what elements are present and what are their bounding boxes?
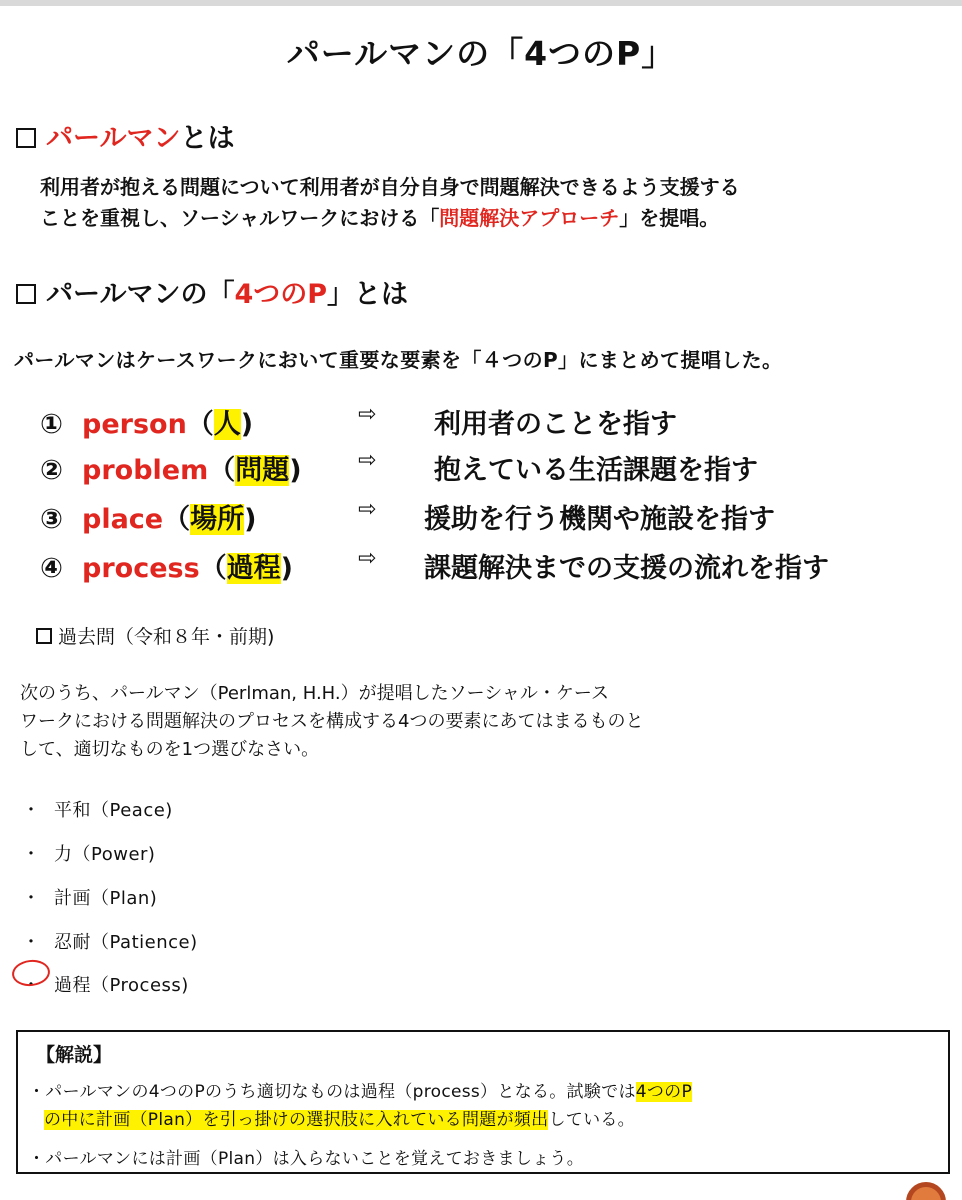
heading-red-text: パールマン: [46, 123, 181, 154]
item-paren-close: ): [240, 409, 254, 440]
four-p-row: [40, 546, 829, 586]
item-number: ②: [40, 455, 63, 486]
explanation-title: 【解説】: [36, 1044, 113, 1066]
right-arrow-icon: ⇨: [358, 497, 377, 522]
item-description: 援助を行う機関や施設を指す: [424, 504, 775, 535]
question-text: [20, 680, 643, 764]
answer-option: [22, 840, 155, 866]
item-english: person: [82, 409, 187, 440]
checkbox-icon: [16, 284, 36, 304]
description-text-end: 」を提唱。: [619, 206, 720, 230]
item-japanese: 人: [213, 409, 241, 440]
heading-red-text: 4つのP: [234, 279, 328, 310]
item-japanese: 過程: [226, 553, 281, 584]
explanation-text: している。: [548, 1110, 635, 1130]
heading-text: パールマンの「: [46, 279, 235, 310]
item-paren-open: （: [208, 455, 236, 486]
bullet: ・: [22, 844, 41, 865]
item-english: process: [82, 553, 200, 584]
corner-logo-icon: [906, 1182, 946, 1200]
item-paren-open: （: [199, 553, 227, 584]
question-line-2: ワークにおける問題解決のプロセスを構成する4つの要素にあてはまるものと: [20, 711, 644, 732]
section-heading-perlman: [16, 116, 234, 155]
right-arrow-icon: ⇨: [358, 546, 377, 571]
bullet: ・: [22, 800, 41, 821]
item-description: 抱えている生活課題を指す: [434, 455, 758, 486]
item-number: ④: [40, 553, 63, 584]
checkbox-icon: [16, 128, 36, 148]
answer-option: [22, 928, 198, 954]
right-arrow-icon: ⇨: [358, 448, 377, 473]
explanation-line-3: ・パールマンには計画（Plan）は入らないことを覚えておきましょう。: [28, 1149, 585, 1169]
description-text: ことを重視し、ソーシャルワークにおける「: [40, 206, 440, 230]
item-paren-open: （: [163, 504, 191, 535]
top-divider: [0, 0, 962, 6]
four-p-row: [40, 497, 775, 537]
bullet: ・: [22, 975, 41, 996]
four-p-row: [40, 448, 758, 488]
option-text: 計画（Plan): [54, 888, 158, 909]
heading-text: とは: [180, 123, 235, 154]
answer-option: [22, 884, 157, 910]
four-p-intro: パールマンはケースワークにおいて重要な要素を「４つのP」にまとめて提唱した。: [14, 348, 783, 372]
right-arrow-icon: ⇨: [358, 402, 377, 427]
explanation-highlight: の中に計画（Plan）を引っ掛けの選択肢に入れている問題が頻出: [44, 1110, 549, 1130]
item-paren-open: （: [186, 409, 214, 440]
bullet: ・: [22, 888, 41, 909]
past-exam-label: 過去問（令和８年・前期): [58, 626, 275, 648]
explanation-line-2: [44, 1105, 635, 1130]
item-description: 課題解決までの支援の流れを指す: [424, 553, 829, 584]
item-number: ③: [40, 504, 63, 535]
answer-option: [22, 796, 173, 822]
item-japanese: 問題: [235, 455, 290, 486]
four-p-row: [40, 402, 677, 442]
item-paren-close: ): [244, 504, 257, 535]
item-description: 利用者のことを指す: [434, 409, 677, 440]
option-text: 力（Power): [54, 844, 156, 865]
item-japanese: 場所: [190, 504, 245, 535]
option-text: 過程（Process): [54, 975, 189, 996]
option-text: 忍耐（Patience): [54, 932, 198, 953]
explanation-line-1: [28, 1077, 692, 1102]
item-english: problem: [82, 455, 209, 486]
page-title: パールマンの「4つのP」: [286, 34, 676, 73]
description-red-text: 問題解決アプローチ: [439, 206, 620, 230]
explanation-highlight: 4つのP: [635, 1082, 693, 1102]
item-english: place: [82, 504, 164, 535]
item-number: ①: [40, 409, 63, 440]
question-line-3: して、適切なものを1つ選びなさい。: [20, 739, 320, 760]
item-paren-close: ): [289, 455, 302, 486]
section-heading-four-p: [16, 272, 408, 311]
description-line-1: 利用者が抱える問題について利用者が自分自身で問題解決できるよう支援する: [40, 175, 740, 199]
bullet: ・: [22, 932, 41, 953]
checkbox-icon: [36, 628, 52, 644]
perlman-description: [40, 172, 740, 234]
item-paren-close: ): [280, 553, 293, 584]
description-line-2: [40, 203, 740, 234]
past-exam-heading: [36, 622, 274, 649]
question-line-1: 次のうち、パールマン（Perlman, H.H.）が提唱したソーシャル・ケース: [20, 683, 610, 704]
option-text: 平和（Peace): [54, 800, 173, 821]
heading-text-end: 」とは: [327, 279, 409, 310]
explanation-text: ・パールマンの4つのPのうち適切なものは過程（process）となる。試験では: [28, 1082, 636, 1102]
explanation-box: [16, 1030, 950, 1174]
